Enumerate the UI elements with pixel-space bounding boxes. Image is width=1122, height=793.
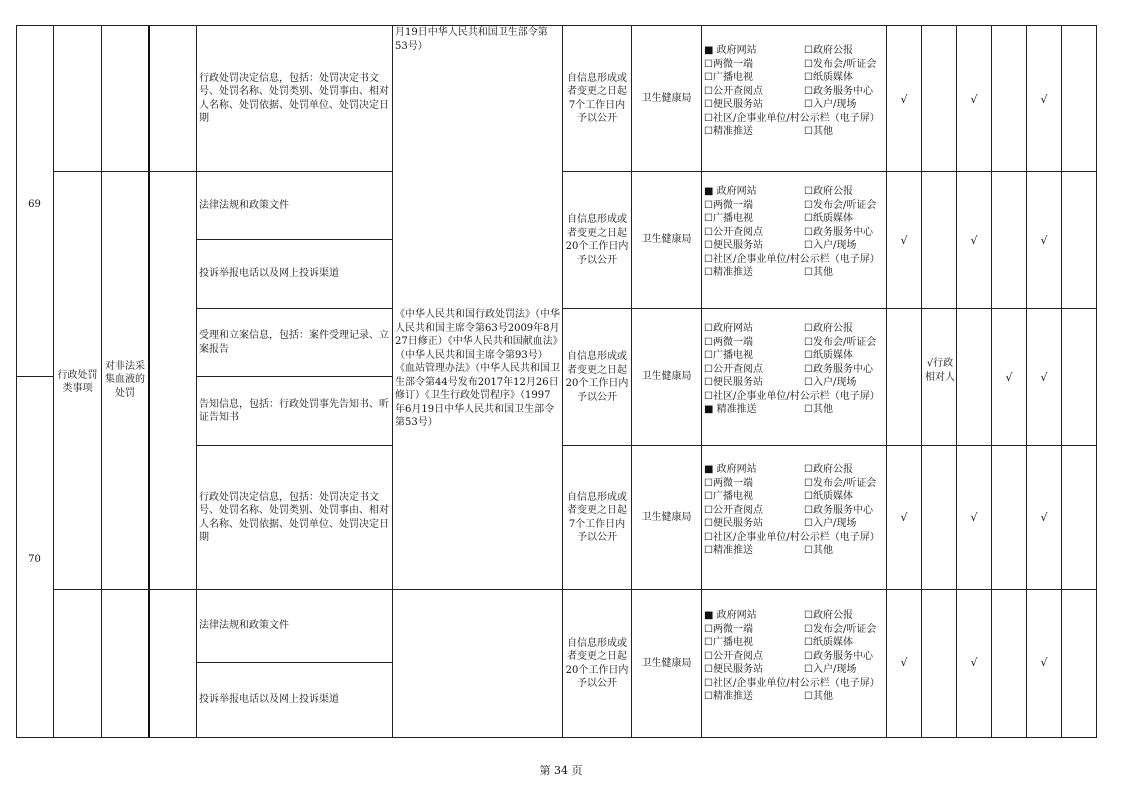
channel-broadcast: ☐广播电视 xyxy=(704,213,753,224)
channel-press: ☐发布会/听证会 xyxy=(804,336,877,348)
channel-other: ☐其他 xyxy=(804,404,833,415)
check-mark: √ xyxy=(900,93,908,106)
check-mark: √ xyxy=(1005,371,1013,384)
agency-cell: 卫生健康局 xyxy=(641,371,692,383)
channel-gov-website: ■ 政府网站 xyxy=(704,186,757,197)
grid-col-line xyxy=(392,25,393,738)
grid-col-line xyxy=(148,25,150,738)
grid-col-line xyxy=(886,25,887,738)
check-mark: √ xyxy=(900,234,908,247)
channel-bulletin: ☐社区/企事业单位/村公示栏（电子屏） xyxy=(704,531,880,543)
channel-gov-gazette: ☐政府公报 xyxy=(804,464,853,475)
agency-cell: 卫生健康局 xyxy=(641,234,692,246)
grid-right-border xyxy=(1096,25,1097,738)
channel-onsite: ☐入户/现场 xyxy=(804,664,857,675)
channel-wechat-weibo: ☐两微一端 xyxy=(704,58,753,70)
channel-push: ☐精准推送 xyxy=(704,126,753,137)
channel-gov-gazette: ☐政府公报 xyxy=(804,186,853,197)
channel-onsite: ☐入户/现场 xyxy=(804,99,857,110)
agency-cell: 卫生健康局 xyxy=(641,511,692,523)
channel-onsite: ☐入户/现场 xyxy=(804,377,857,388)
channel-service-station: ☐便民服务站 xyxy=(704,664,763,675)
channel-reading-point: ☐公开查阅点 xyxy=(704,85,763,97)
channel-service-station: ☐便民服务站 xyxy=(704,377,763,388)
channel-reading-point: ☐公开查阅点 xyxy=(704,650,763,662)
grid-col-line xyxy=(956,25,957,738)
category-cell: 行政处罚类事项 xyxy=(57,369,98,394)
channel-bulletin: ☐社区/企事业单位/村公示栏（电子屏） xyxy=(704,112,880,124)
grid-col-line xyxy=(1061,25,1062,738)
check-mark: √ xyxy=(970,656,978,669)
channel-other: ☐其他 xyxy=(804,545,833,556)
check-mark: √ xyxy=(970,511,978,524)
timeline-cell: 自信息形成或者变更之日起7个工作日内予以公开 xyxy=(567,491,627,543)
agency-cell: 卫生健康局 xyxy=(641,92,692,104)
channels-list xyxy=(704,322,884,417)
channel-reading-point: ☐公开查阅点 xyxy=(704,504,763,516)
channel-press: ☐发布会/听证会 xyxy=(804,623,877,635)
check-mark: √ xyxy=(970,234,978,247)
channel-service-station: ☐便民服务站 xyxy=(704,99,763,110)
channel-service-center: ☐政务服务中心 xyxy=(804,363,873,375)
channel-reading-point: ☐公开查阅点 xyxy=(704,226,763,238)
timeline-cell: 自信息形成或者变更之日起20个工作日内予以公开 xyxy=(565,214,629,266)
grid-col-line xyxy=(562,25,563,738)
channel-gov-gazette: ☐政府公报 xyxy=(804,323,853,334)
channel-service-center: ☐政务服务中心 xyxy=(804,504,873,516)
channel-other: ☐其他 xyxy=(804,267,833,278)
channel-reading-point: ☐公开查阅点 xyxy=(704,363,763,375)
channel-wechat-weibo: ☐两微一端 xyxy=(704,623,753,635)
channel-push: ☐精准推送 xyxy=(704,267,753,278)
channel-press: ☐发布会/听证会 xyxy=(804,58,877,70)
basis-text-top: 月19日中华人民共和国卫生部令第53号） xyxy=(395,27,548,52)
channel-gov-gazette: ☐政府公报 xyxy=(804,610,853,621)
channel-print: ☐纸质媒体 xyxy=(804,72,853,83)
channels-list xyxy=(704,185,884,280)
item-notice: 告知信息，包括：行政处罚事先告知书、听证告知书 xyxy=(199,398,389,423)
basis-text: 《中华人民共和国行政处罚法》（中华人民共和国主席令第63号2009年8月27日修正）《中华人民共和国献血法》（中华人民共和国主席令第93号）《血站管理办法》（中华人民共和国卫生部令第44号发布2017年12月26日修订）《卫生行政处罚程序》（1997年6月19日中华人民共和国卫生部令第53号） xyxy=(395,309,560,428)
channel-service-center: ☐政务服务中心 xyxy=(804,226,873,238)
channel-onsite: ☐入户/现场 xyxy=(804,518,857,529)
check-mark: √ xyxy=(900,656,908,669)
channel-print: ☐纸质媒体 xyxy=(804,637,853,648)
agency-cell: 卫生健康局 xyxy=(641,657,692,669)
channel-broadcast: ☐广播电视 xyxy=(704,491,753,502)
channel-push: ■ 精准推送 xyxy=(704,404,757,415)
channel-wechat-weibo: ☐两微一端 xyxy=(704,336,753,348)
channel-push: ☐精准推送 xyxy=(704,545,753,556)
grid-col-line xyxy=(1026,25,1027,738)
check-mark: √ xyxy=(1040,234,1048,247)
channel-print: ☐纸质媒体 xyxy=(804,350,853,361)
item-case: 受理和立案信息，包括：案件受理记录、立案报告 xyxy=(199,330,389,355)
grid-left-border xyxy=(16,25,17,738)
row-number-70: 70 xyxy=(28,554,41,565)
grid-col-line xyxy=(701,25,702,738)
channel-bulletin: ☐社区/企事业单位/村公示栏（电子屏） xyxy=(704,390,880,402)
grid-bottom-border xyxy=(16,737,1097,738)
row-number-69: 69 xyxy=(28,199,41,210)
channel-bulletin: ☐社区/企事业单位/村公示栏（电子屏） xyxy=(704,677,880,689)
channel-broadcast: ☐广播电视 xyxy=(704,350,753,361)
channel-press: ☐发布会/听证会 xyxy=(804,477,877,489)
channel-press: ☐发布会/听证会 xyxy=(804,199,877,211)
timeline-cell: 自信息形成或者变更之日起7个工作日内予以公开 xyxy=(567,72,627,124)
channel-wechat-weibo: ☐两微一端 xyxy=(704,477,753,489)
channel-service-station: ☐便民服务站 xyxy=(704,240,763,251)
item-decision: 行政处罚决定信息，包括：处罚决定书文号、处罚名称、处罚类别、处罚事由、相对人名称、处罚依据、处罚单位、处罚决定日期 xyxy=(199,491,389,543)
channels-list xyxy=(704,44,884,139)
channel-gov-website: ■ 政府网站 xyxy=(704,464,757,475)
channel-push: ☐精准推送 xyxy=(704,691,753,702)
subcategory-cell: 对非法采集血液的处罚 xyxy=(105,360,145,399)
check-mark: √ xyxy=(1040,511,1048,524)
timeline-cell: 自信息形成或者变更之日起20个工作日内予以公开 xyxy=(565,351,629,403)
channel-gov-website: ■ 政府网站 xyxy=(704,610,757,621)
timeline-cell: 自信息形成或者变更之日起20个工作日内予以公开 xyxy=(565,637,629,689)
channel-other: ☐其他 xyxy=(804,126,833,137)
channel-print: ☐纸质媒体 xyxy=(804,213,853,224)
channels-list xyxy=(704,463,884,558)
item-complaint: 投诉举报电话以及网上投诉渠道 xyxy=(199,694,339,706)
check-mark: √ xyxy=(1040,656,1048,669)
channel-gov-website: ■ 政府网站 xyxy=(704,45,757,56)
item-laws: 法律法规和政策文件 xyxy=(199,199,289,211)
channel-gov-website: ☐政府网站 xyxy=(704,323,753,334)
channel-gov-gazette: ☐政府公报 xyxy=(804,45,853,56)
check-party: √行政相对人 xyxy=(925,358,955,383)
grid-row-line xyxy=(16,376,53,377)
check-mark: √ xyxy=(970,93,978,106)
check-mark: √ xyxy=(1040,93,1048,106)
item-decision: 行政处罚决定信息，包括：处罚决定书文号、处罚名称、处罚类别、处罚事由、相对人名称、处罚依据、处罚单位、处罚决定日期 xyxy=(199,72,389,124)
grid-col-line xyxy=(196,25,197,738)
channel-service-center: ☐政务服务中心 xyxy=(804,85,873,97)
channel-service-center: ☐政务服务中心 xyxy=(804,650,873,662)
item-complaint: 投诉举报电话以及网上投诉渠道 xyxy=(199,268,339,280)
channels-list xyxy=(704,609,884,704)
channel-broadcast: ☐广播电视 xyxy=(704,637,753,648)
channel-other: ☐其他 xyxy=(804,691,833,702)
channel-print: ☐纸质媒体 xyxy=(804,491,853,502)
channel-onsite: ☐入户/现场 xyxy=(804,240,857,251)
check-mark: √ xyxy=(900,511,908,524)
channel-broadcast: ☐广播电视 xyxy=(704,72,753,83)
item-laws: 法律法规和政策文件 xyxy=(199,620,289,632)
channel-bulletin: ☐社区/企事业单位/村公示栏（电子屏） xyxy=(704,253,880,265)
channel-wechat-weibo: ☐两微一端 xyxy=(704,199,753,211)
page-number: 第 34 页 xyxy=(539,764,583,777)
grid-col-line xyxy=(991,25,992,738)
check-mark: √ xyxy=(1040,371,1048,384)
channel-service-station: ☐便民服务站 xyxy=(704,518,763,529)
grid-col-line xyxy=(921,25,922,738)
